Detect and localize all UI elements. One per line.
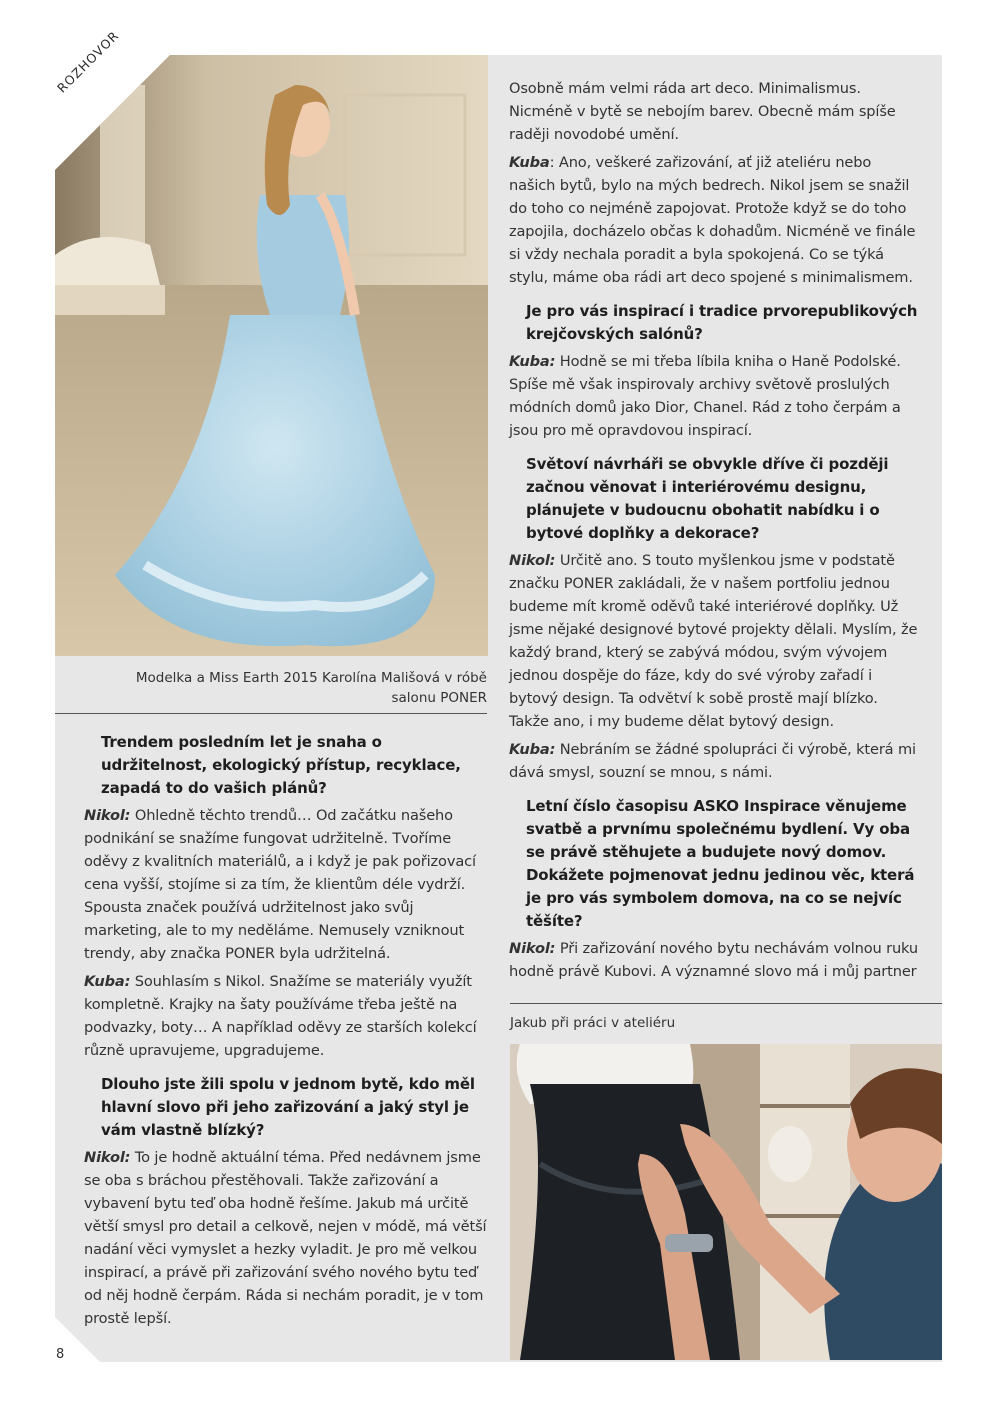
speaker-name: Nikol:: [509, 552, 556, 569]
right-column: [509, 77, 921, 988]
interview-answer: [509, 549, 921, 733]
speaker-name: Kuba: [509, 154, 550, 171]
speaker-name: Kuba:: [509, 741, 556, 758]
photo1-caption: Modelka a Miss Earth 2015 Karolína Mališová v róbě salonu PONER: [135, 670, 487, 706]
interview-answer: [84, 1146, 492, 1330]
answer-text: Hodně se mi třeba líbila kniha o Haně Podolské. Spíše mě však inspirovaly archivy světově proslulých módních domů jako Dior, Chanel. Rád z toho čerpám a jsou pro mě opravdovou inspirací.: [509, 353, 901, 439]
interview-question: Světoví návrháři se obvykle dříve či později začnou věnovat i interiérovému designu, plánujete v budoucnu obohatit nabídku i o bytové doplňky a dekorace?: [526, 455, 889, 542]
section-tag: ROZHOVOR: [54, 27, 122, 96]
answer-text: Při zařizování nového bytu nechávám volnou ruku hodně právě Kubovi. A významné slovo má i můj partner: [509, 940, 919, 980]
speaker-name: Nikol:: [84, 1149, 131, 1166]
left-column: [84, 731, 492, 1335]
interview-question: Trendem posledním let je snaha o udržitelnost, ekologický přístup, recyklace, zapadá to do vašich plánů?: [101, 733, 461, 797]
page-number: 8: [56, 1347, 65, 1362]
interview-answer: [84, 970, 492, 1062]
interview-question: Dlouho jste žili spolu v jednom bytě, kdo měl hlavní slovo při jeho zařizování a jaký styl je vám vlastně blízký?: [101, 1075, 475, 1139]
answer-text: Osobně mám velmi ráda art deco. Minimalismus. Nicméně v bytě se nebojím barev. Obecně mám spíše raději novodobé umění.: [509, 80, 896, 143]
answer-text: : Ano, veškeré zařizování, ať již ateliéru nebo našich bytů, bylo na mých bedrech. Nikol jsem se snažil do toho co nejméně zapojovat. Protože když se do toho zapojila, docházelo občas k dohadům. Nicméně ve finále si vždy nechala poradit a byla spokojená. Co se týká stylu, máme oba rádi art deco spojené s minimalismem.: [509, 154, 916, 286]
interview-answer: [509, 937, 921, 983]
speaker-name: Kuba:: [84, 973, 131, 990]
interview-answer: [509, 738, 921, 784]
interview-answer: [509, 350, 921, 442]
speaker-name: Kuba:: [509, 353, 556, 370]
caption1-divider: [55, 713, 487, 714]
answer-text: Nebráním se žádné spolupráci či výrobě, která mi dává smysl, souzní se mnou, s námi.: [509, 741, 916, 781]
photo-model-gown-art: [55, 55, 488, 656]
photo-model-gown: [55, 55, 488, 656]
speaker-name: Nikol:: [84, 807, 131, 824]
interview-question: Je pro vás inspirací i tradice prvorepublikových krejčovských salónů?: [526, 302, 918, 343]
photo2-caption: Jakub při práci v ateliéru: [510, 1015, 676, 1031]
speaker-name: Nikol:: [509, 940, 556, 957]
interview-answer: [509, 151, 921, 289]
caption2-divider: [510, 1003, 942, 1004]
photo-tailor-atelier: [510, 1044, 942, 1360]
answer-text: Souhlasím s Nikol. Snažíme se materiály využít kompletně. Krajky na šaty používáme třeba ještě na podvazky, boty… A například oděvy ze starších kolekcí různě upravujeme, upgradujeme.: [84, 973, 477, 1059]
interview-answer: [509, 77, 921, 146]
interview-answer: [84, 804, 492, 965]
photo-tailor-atelier-art: [510, 1044, 942, 1360]
answer-text: Určitě ano. S touto myšlenkou jsme v podstatě značku PONER zakládali, že v našem portfoliu jednou budeme mít kromě oděvů také interiérové doplňky. Už jsme nějaké designové bytové projekty dělali. Myslím, že každý brand, který se zabývá módou, svým vývojem jednou dospěje do fáze, kdy do své výroby zařadí i bytový design. Ta odvětví k sobě prostě mají blízko. Takže ano, i my budeme dělat bytový design.: [509, 552, 918, 730]
answer-text: Ohledně těchto trendů… Od začátku našeho podnikání se snažíme fungovat udržitelně. Tvoříme oděvy z kvalitních materiálů, a i když je pak pořizovací cena vyšší, stojíme si za tím, že klientům déle vydrží. Spousta značek používá udržitelnost jako svůj marketing, ale to my neděláme. Nemusely vzniknout trendy, aby značka PONER byla udržitelná.: [84, 807, 476, 962]
interview-question: Letní číslo časopisu ASKO Inspirace věnujeme svatbě a prvnímu společnému bydlení. Vy oba se právě stěhujete a budujete nový domov. Dokážete pojmenovat jednu jedinou věc, která je pro vás symbolem domova, na co se nejvíc těšíte?: [526, 797, 915, 930]
answer-text: To je hodně aktuální téma. Před nedávnem jsme se oba s bráchou přestěhovali. Takže zařizování a vybavení bytu teď oba hodně řešíme. Jakub má určitě větší smysl pro detail a celkově, nejen v módě, má větší nadání věci vymyslet a hezky vyladit. Je pro mě velkou inspirací, a právě při zařizování svého nového bytu teď od něj hodně čerpám. Ráda si nechám poradit, je v tom prostě lepší.: [84, 1149, 487, 1327]
